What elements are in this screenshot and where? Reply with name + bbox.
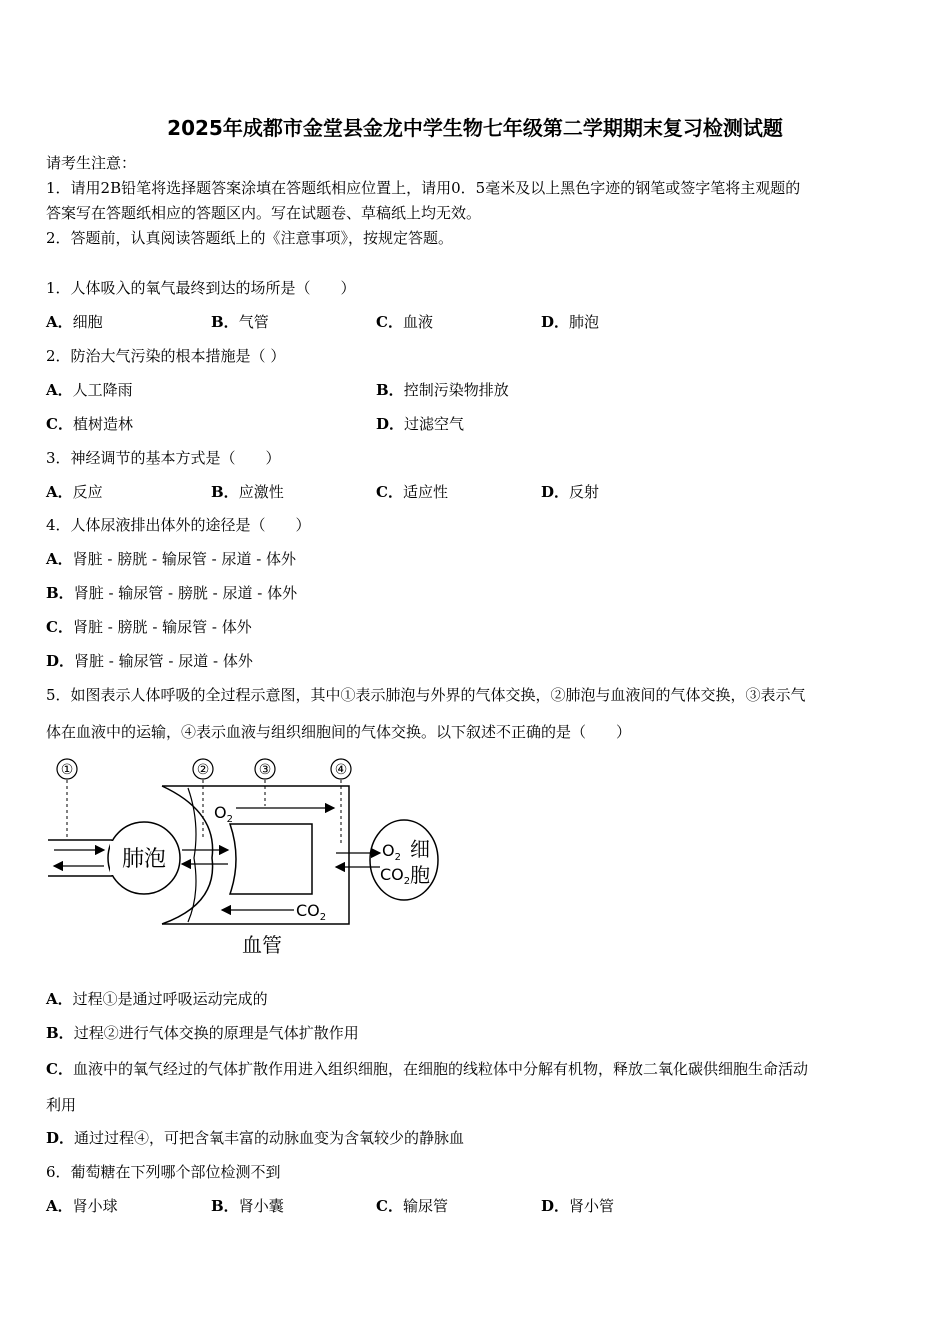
q4-option-c: C．肾脏 - 膀胱 - 输尿管 - 体外: [46, 618, 252, 636]
respiration-diagram: [44, 752, 446, 960]
question-3-stem: 3．神经调节的基本方式是（ ）: [46, 449, 281, 467]
q3-option-b: B．应激性: [211, 483, 284, 501]
co2-label-cell: $CO_2$: [380, 865, 411, 887]
q3-option-c: C．适应性: [376, 483, 448, 501]
q5-option-c-cont: 利用: [46, 1096, 77, 1114]
label-3: ③: [258, 762, 272, 778]
o2-label-top: $O_2$: [214, 803, 233, 825]
page-title: 2025年成都市金堂县金龙中学生物七年级第二学期期末复习检测试题: [167, 116, 783, 140]
question-1-stem: 1．人体吸入的氧气最终到达的场所是（ ）: [46, 279, 356, 297]
q3-option-a: A．反应: [46, 483, 103, 501]
label-1: ①: [60, 762, 74, 778]
q5-option-a: A．过程①是通过呼吸运动完成的: [46, 990, 268, 1008]
q1-option-b: B．气管: [211, 313, 269, 331]
q4-option-a: A．肾脏 - 膀胱 - 输尿管 - 尿道 - 体外: [46, 550, 297, 568]
o2-label-cell: $O_2$: [382, 841, 401, 863]
q1-option-a: A．细胞: [46, 313, 103, 331]
q6-option-b: B．肾小囊: [211, 1197, 284, 1215]
question-5-stem-cont: 体在血液中的运输，④表示血液与组织细胞间的气体交换。以下叙述不正确的是（ ）: [46, 723, 632, 741]
q2-option-b: B．控制污染物排放: [376, 381, 509, 399]
notice-heading: 请考生注意：: [46, 154, 137, 172]
question-5-stem: 5．如图表示人体呼吸的全过程示意图，其中①表示肺泡与外界的气体交换，②肺泡与血液间的气体交换，③表示气: [46, 686, 806, 704]
q2-option-d: D．过滤空气: [376, 415, 465, 433]
q2-option-c: C．植树造林: [46, 415, 133, 433]
notice-line-1: 1．请用2B铅笔将选择题答案涂填在答题纸相应位置上，请用0．5毫米及以上黑色字迹的钢笔或签字笔将主观题的: [46, 179, 801, 197]
q4-option-b: B．肾脏 - 输尿管 - 膀胱 - 尿道 - 体外: [46, 584, 298, 602]
question-4-stem: 4．人体尿液排出体外的途径是（ ）: [46, 516, 311, 534]
q4-option-d: D．肾脏 - 输尿管 - 尿道 - 体外: [46, 652, 253, 670]
notice-line-2: 2．答题前，认真阅读答题纸上的《注意事项》，按规定答题。: [46, 229, 454, 247]
question-2-stem: 2．防治大气污染的根本措施是（ ）: [46, 347, 286, 365]
q6-option-a: A．肾小球: [46, 1197, 118, 1215]
label-4: ④: [334, 762, 348, 778]
cell-label-1: 细: [410, 837, 430, 861]
cell-label-2: 胞: [410, 863, 430, 887]
co2-label-bottom: $CO_2$: [296, 901, 327, 923]
q5-option-d: D．通过过程④，可把含氧丰富的动脉血变为含氧较少的静脉血: [46, 1129, 465, 1147]
q1-option-c: C．血液: [376, 313, 433, 331]
q2-option-a: A．人工降雨: [46, 381, 133, 399]
alveolus-label: 肺泡: [121, 847, 167, 872]
vessel-label: 血管: [242, 933, 282, 957]
q1-option-d: D．肺泡: [541, 313, 600, 331]
q5-option-b: B．过程②进行气体交换的原理是气体扩散作用: [46, 1024, 359, 1042]
question-6-stem: 6．葡萄糖在下列哪个部位检测不到: [46, 1163, 281, 1181]
notice-line-1-cont: 答案写在答题纸相应的答题区内。写在试题卷、草稿纸上均无效。: [46, 204, 482, 222]
q6-option-d: D．肾小管: [541, 1197, 615, 1215]
label-2: ②: [196, 762, 210, 778]
q3-option-d: D．反射: [541, 483, 600, 501]
q6-option-c: C．输尿管: [376, 1197, 448, 1215]
q5-option-c: C．血液中的氧气经过的气体扩散作用进入组织细胞，在细胞的线粒体中分解有机物，释放二氧化碳供细胞生命活动: [46, 1060, 808, 1078]
